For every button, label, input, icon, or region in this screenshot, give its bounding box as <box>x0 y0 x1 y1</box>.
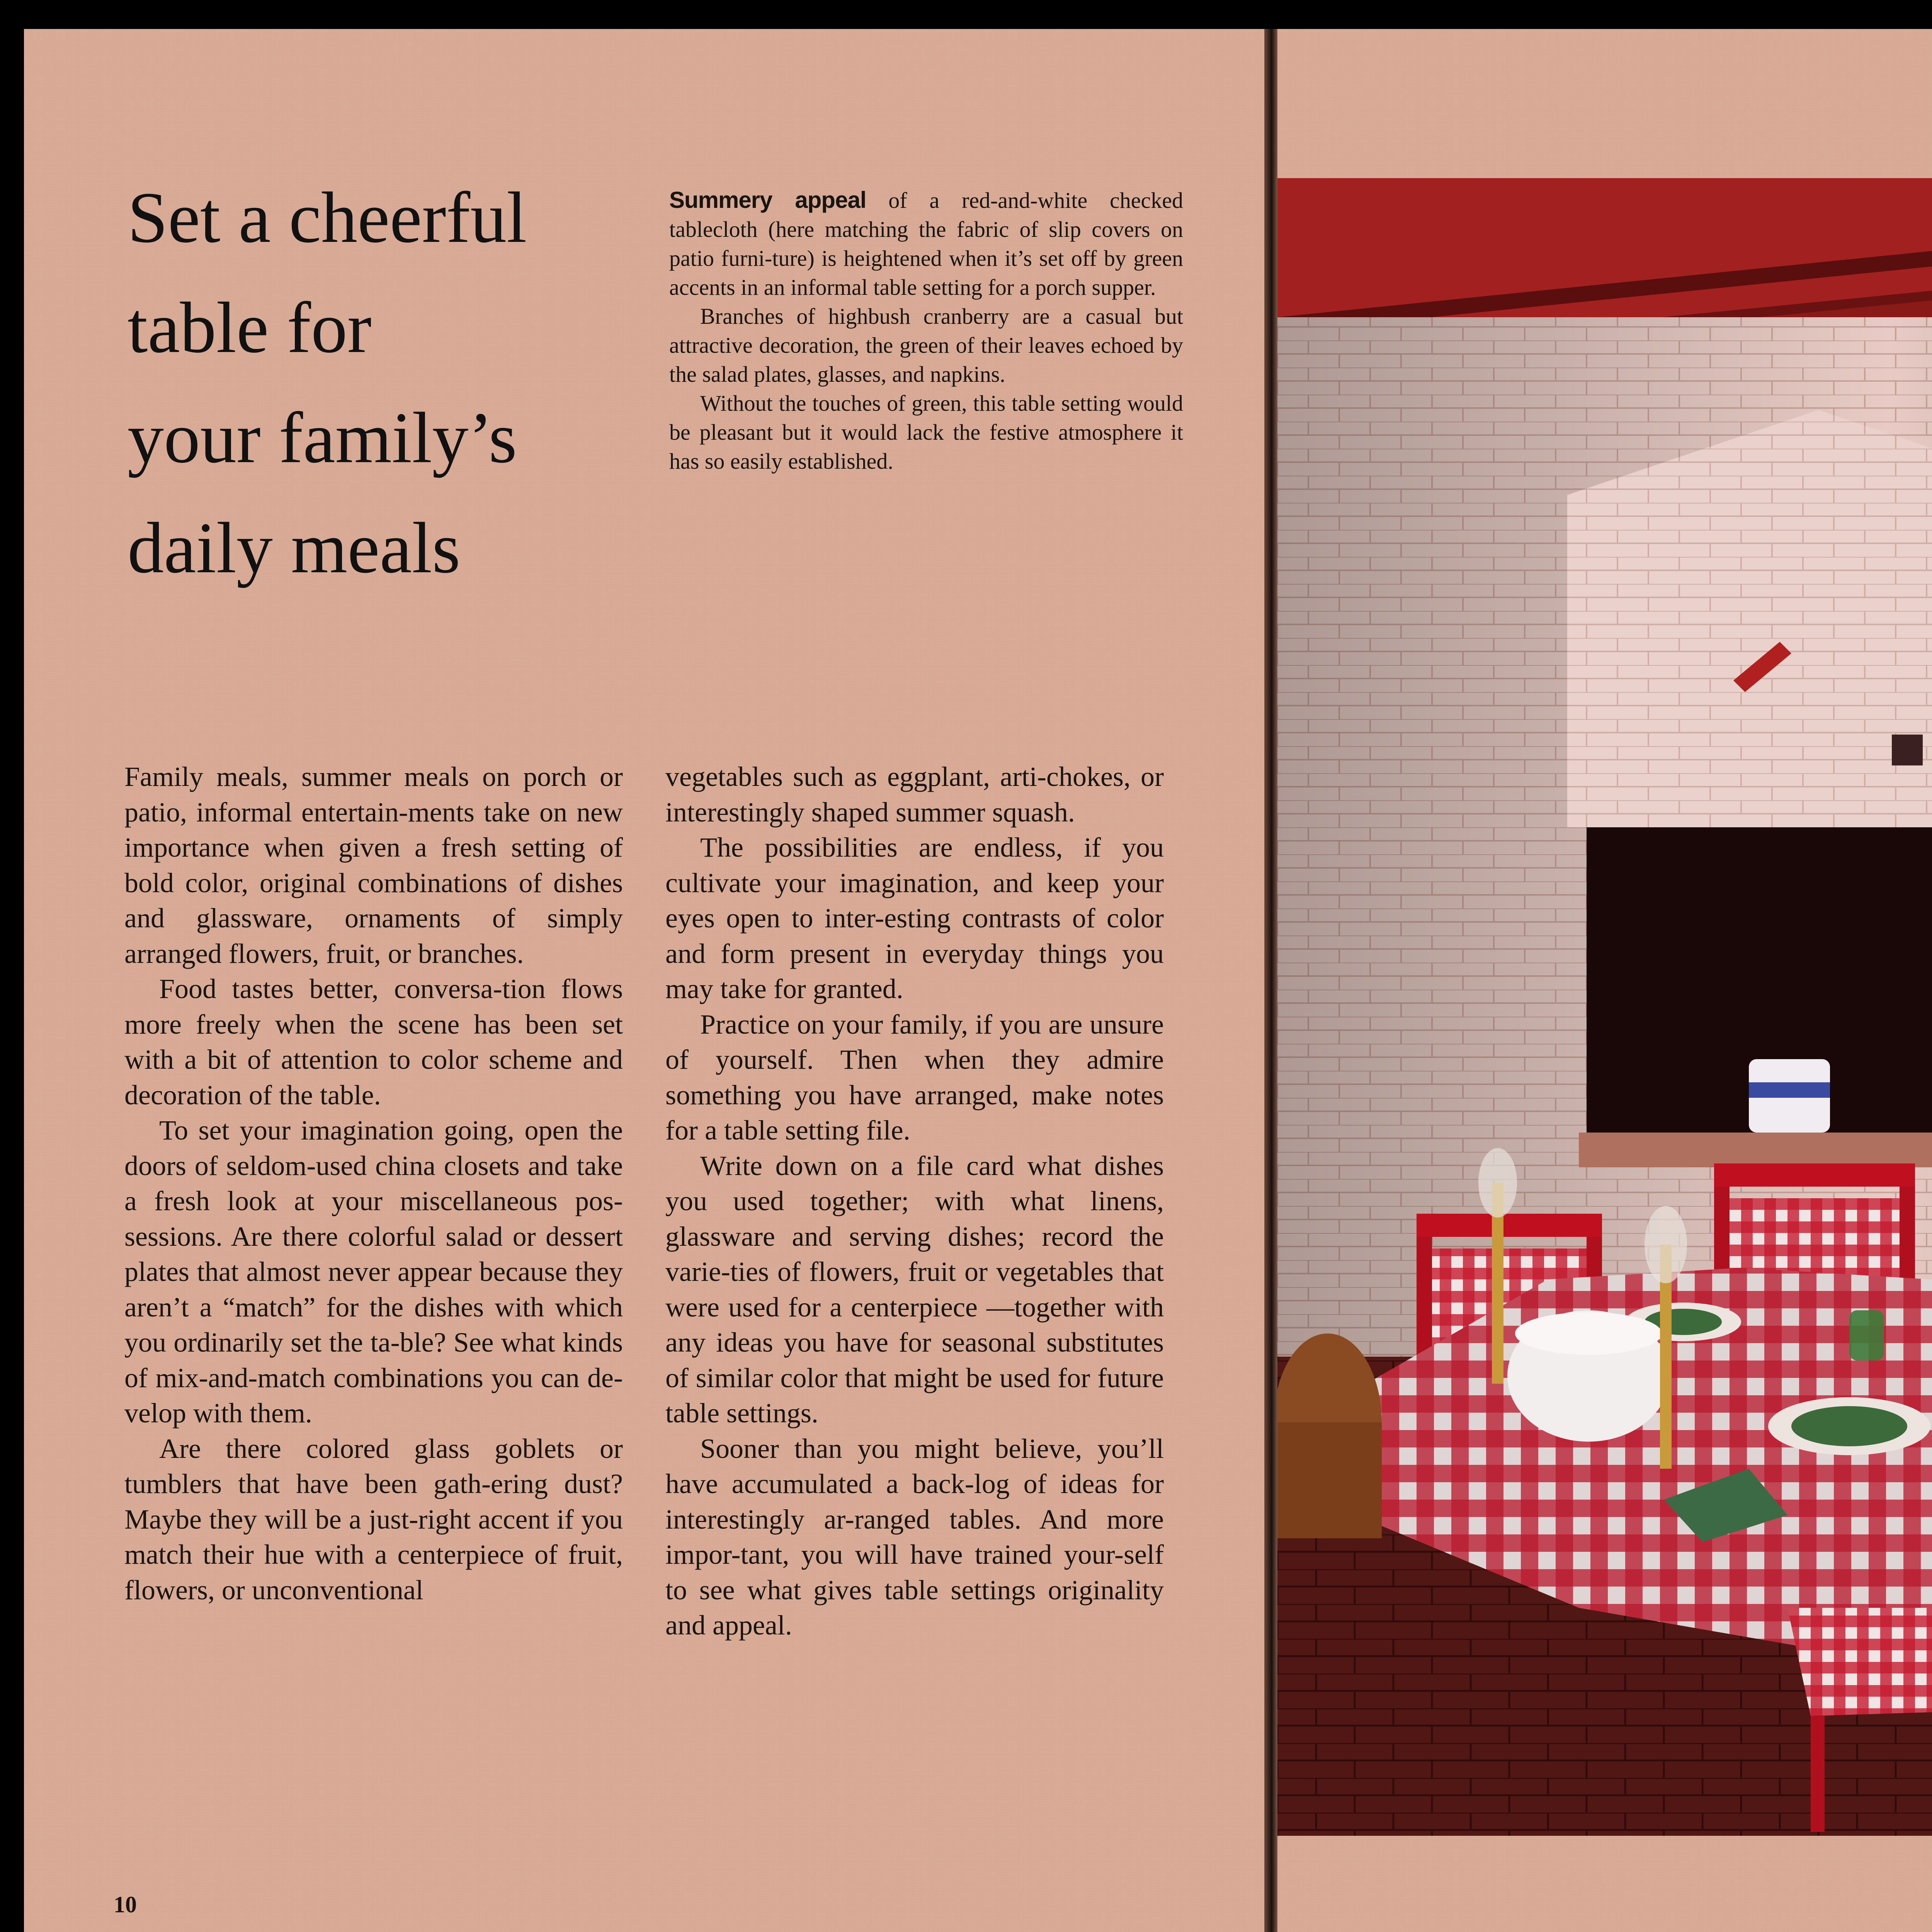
body-paragraph: To set your imagination going, open the doors of seldom-used china closets and take a fresh look at your miscellaneous pos-sessions. Are there colorful salad or dessert plates that almost never appear because they aren’t a “match” for the dishes with which you ordinarily set the ta-ble? See what kinds of mix-and-match combinations you can de-velop with them. <box>124 1115 623 1429</box>
caption-paragraph-1 <box>669 185 1183 302</box>
left-page <box>24 29 1264 1932</box>
page-number: 10 <box>114 1892 137 1917</box>
headline-line-3: your family’s <box>128 397 517 478</box>
headline-line-4: daily meals <box>128 507 461 588</box>
caption-paragraph-2: Branches of highbush cranberry are a casual but attractive decoration, the green of their leaves echoed by the salad plates, glasses, and napkins. <box>669 304 1183 387</box>
page-headline <box>128 162 688 603</box>
body-paragraph: Family meals, summer meals on porch or patio, informal entertain-ments take on new importance when given a fresh setting of bold color, original combinations of dishes and glassware, ornaments of simply arranged flowers, fruit, or branches. <box>124 761 623 969</box>
right-page <box>1277 29 1932 1932</box>
body-paragraph: Food tastes better, conversa-tion flows more freely when the scene has been set with a bit of attention to color scheme and decoration of the table. <box>124 973 623 1111</box>
book-spine <box>1264 29 1277 1932</box>
caption-paragraph-3: Without the touches of green, this table setting would be pleasant but it would lack the festive atmosphere it has so easily established. <box>669 391 1183 474</box>
caption-lead: Summery appeal <box>669 187 866 213</box>
photo-illustration <box>1277 178 1932 1836</box>
body-paragraph: Are there colored glass goblets or tumblers that have been gath-ering dust? Maybe they will be a just-right accent if you match their hue with a centerpiece of fruit, flowers, or unconventional <box>124 1433 623 1605</box>
photo-caption <box>669 185 1183 476</box>
wall-ornament <box>1892 735 1923 765</box>
headline-line-1: Set a cheerful <box>128 177 527 258</box>
body-column-2 <box>665 759 1164 1643</box>
caption-p1-text: of a red-and-white checked tablecloth (here matching the fabric of slip covers on patio furni-ture) is heightened when it’s set off by green accents in an informal table setting for a porch supper. <box>669 188 1183 300</box>
body-paragraph: Write down on a file card what dishes you used together; with what linens, glassware and serving dishes; record the varie-ties of flowers, fruit or vegetables that were used for a centerpiece —together with any ideas you have for seasonal substitutes of similar color that might be used for future table settings. <box>665 1150 1164 1429</box>
body-paragraph: The possibilities are endless, if you cultivate your imagination, and keep your eyes open to inter-esting contrasts of color and form present in everyday things you may take for granted. <box>665 832 1164 1004</box>
porch-table-photo <box>1277 178 1932 1836</box>
headline-line-2: table for <box>128 287 372 368</box>
body-paragraph: vegetables such as eggplant, arti-chokes, or interestingly shaped summer squash. <box>665 761 1164 828</box>
body-paragraph: Practice on your family, if you are unsure of yourself. Then when they admire something you have arranged, make notes for a table setting file. <box>665 1009 1164 1146</box>
body-column-1 <box>124 759 623 1608</box>
body-paragraph: Sooner than you might believe, you’ll have accumulated a back-log of ideas for interestingly ar-ranged tables. And more impor-tant, you will have trained your-self to see what gives table settings originality and appeal. <box>665 1433 1164 1641</box>
